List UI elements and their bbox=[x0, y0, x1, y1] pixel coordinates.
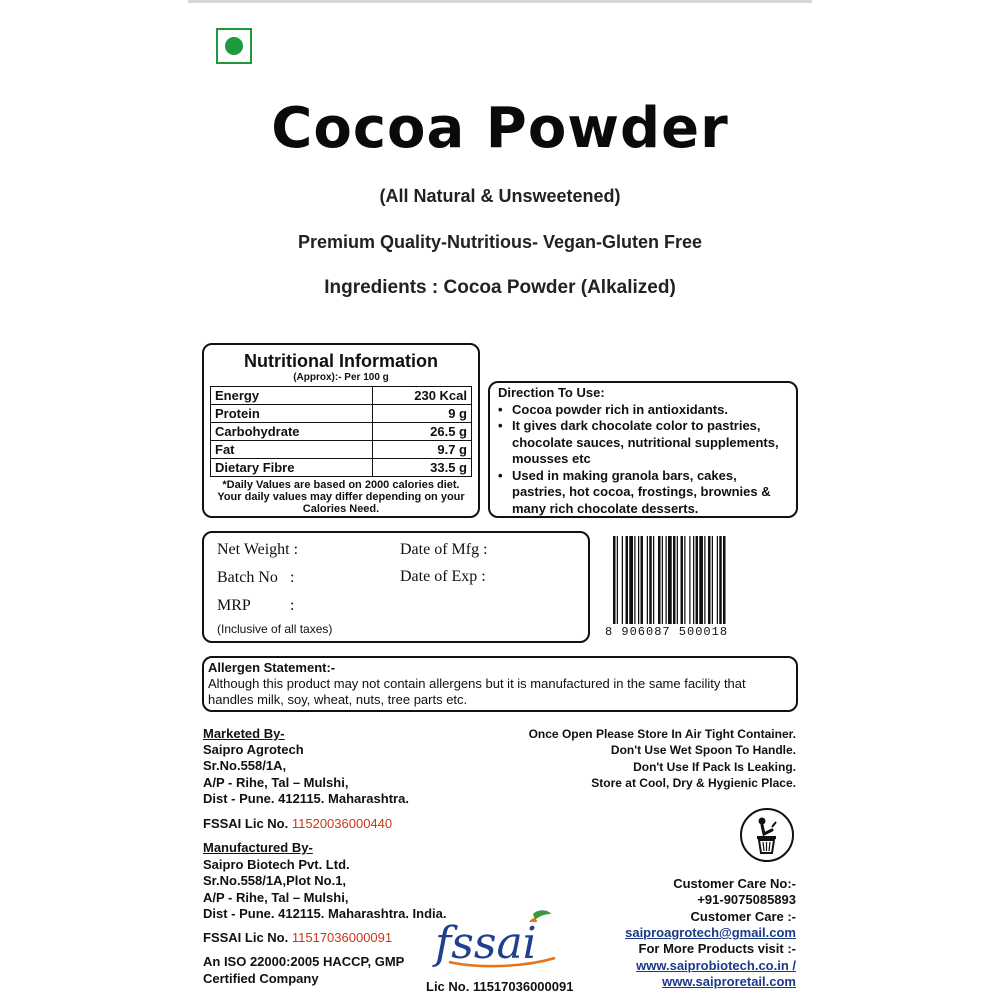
product-ingredients: Ingredients : Cocoa Powder (Alkalized) bbox=[324, 277, 676, 298]
barcode-bar bbox=[723, 536, 726, 624]
customer-care-phone: +91-9075085893 bbox=[697, 892, 796, 907]
directions-box bbox=[488, 381, 798, 518]
dispose-in-bin-icon bbox=[740, 808, 794, 862]
nutrient-value: 230 Kcal bbox=[372, 387, 471, 405]
barcode-bar bbox=[673, 536, 676, 624]
storage-line: Store at Cool, Dry & Hygienic Place. bbox=[591, 776, 796, 790]
barcode-bar bbox=[634, 536, 635, 624]
manufactured-lic-number: 11517036000091 bbox=[291, 930, 393, 945]
nutrient-value: 9 g bbox=[372, 405, 471, 423]
customer-care-email-link[interactable]: saiproagrotech@gmail.com bbox=[625, 925, 796, 940]
nutrient-value: 33.5 g bbox=[372, 459, 471, 477]
barcode-bar bbox=[629, 536, 633, 624]
list-item: • It gives dark chocolate color to pastries, chocolate sauces, nutritional supplements, mousses etc bbox=[498, 418, 788, 468]
barcode-bar bbox=[712, 536, 713, 624]
table-row bbox=[211, 387, 472, 405]
barcode-bar bbox=[649, 536, 652, 624]
barcode-bar bbox=[717, 536, 718, 624]
barcode bbox=[605, 536, 763, 642]
barcode-bar bbox=[666, 536, 667, 624]
manufactured-lic-label: FSSAI Lic No. bbox=[203, 930, 289, 945]
allergen-text: Although this product may not contain allergens but it is manufactured in the same facility that handles milk, soy, wheat, nuts, tree parts etc. bbox=[208, 676, 746, 707]
nutrition-note: *Daily Values are based on 2000 calories diet. Your daily values may differ depending on your Calories Need. bbox=[217, 479, 465, 515]
batch-no-colon: : bbox=[290, 569, 295, 586]
list-item: • Cocoa powder rich in antioxidants. bbox=[498, 402, 788, 419]
mrp-label: MRP bbox=[217, 597, 251, 614]
list-item: • Used in making granola bars, cakes, pastries, hot cocoa, frostings, brownies & many rich chocolate desserts. bbox=[498, 468, 788, 518]
barcode-bar bbox=[638, 536, 639, 624]
manufactured-line: Saipro Biotech Pvt. Ltd. bbox=[203, 857, 350, 872]
storage-line: Once Open Please Store In Air Tight Container. bbox=[528, 727, 796, 741]
table-row bbox=[211, 405, 472, 423]
nutrient-name: Energy bbox=[211, 387, 373, 405]
allergen-title: Allergen Statement:- bbox=[208, 660, 336, 675]
nutrition-per: (Approx):- Per 100 g bbox=[293, 372, 389, 383]
marketed-line: Saipro Agrotech bbox=[203, 742, 304, 757]
iso-line: Certified Company bbox=[203, 971, 319, 986]
manufactured-line: A/P - Rihe, Tal – Mulshi, bbox=[203, 890, 349, 905]
net-weight-label: Net Weight : bbox=[217, 541, 299, 558]
barcode-bar bbox=[622, 536, 623, 624]
directions-title: Direction To Use: bbox=[498, 385, 605, 400]
manufactured-heading: Manufactured By- bbox=[203, 840, 313, 855]
manufactured-line: Sr.No.558/1A,Plot No.1, bbox=[203, 873, 347, 888]
date-mfg-label: Date of Mfg : bbox=[400, 541, 488, 558]
barcode-bar bbox=[617, 536, 618, 624]
more-products-label: For More Products visit :- bbox=[638, 941, 796, 956]
marketed-heading: Marketed By- bbox=[203, 726, 285, 741]
barcode-bar bbox=[626, 536, 629, 624]
barcode-bar bbox=[681, 536, 684, 624]
marketed-lic-number: 11520036000440 bbox=[291, 816, 393, 831]
date-exp-label: Date of Exp : bbox=[400, 568, 486, 585]
table-row bbox=[211, 459, 472, 477]
allergen-box bbox=[202, 656, 798, 712]
product-title: Cocoa Powder bbox=[271, 96, 729, 161]
nutrient-value: 26.5 g bbox=[372, 423, 471, 441]
manufactured-line: Dist - Pune. 412115. Maharashtra. India. bbox=[203, 906, 447, 921]
barcode-bar bbox=[668, 536, 672, 624]
barcode-bar bbox=[719, 536, 722, 624]
taxes-note: (Inclusive of all taxes) bbox=[217, 622, 333, 636]
barcode-bar bbox=[658, 536, 661, 624]
nutrition-box bbox=[202, 343, 480, 518]
nutrient-name: Carbohydrate bbox=[211, 423, 373, 441]
barcode-bar bbox=[647, 536, 648, 624]
storage-line: Don't Use Wet Spoon To Handle. bbox=[610, 743, 796, 757]
marketed-lic bbox=[203, 816, 392, 833]
barcode-bar bbox=[641, 536, 644, 624]
mrp-colon: : bbox=[290, 597, 295, 614]
barcode-bar bbox=[684, 536, 685, 624]
customer-care-label: Customer Care No:- bbox=[673, 876, 796, 891]
barcode-bar bbox=[708, 536, 711, 624]
marketed-line: Dist - Pune. 412115. Maharashtra. bbox=[203, 791, 409, 806]
barcode-bar bbox=[613, 536, 616, 624]
barcode-bars bbox=[613, 536, 763, 624]
fssai-logo-text: fssai bbox=[435, 918, 537, 968]
product-tagline: (All Natural & Unsweetened) bbox=[379, 186, 621, 206]
directions-list bbox=[498, 402, 788, 518]
barcode-bar bbox=[677, 536, 678, 624]
customer-care-email-label: Customer Care :- bbox=[690, 909, 796, 924]
iso-line: An ISO 22000:2005 HACCP, GMP bbox=[203, 954, 405, 969]
nutrient-name: Dietary Fibre bbox=[211, 459, 373, 477]
product-qualities: Premium Quality-Nutritious- Vegan-Gluten Free bbox=[297, 232, 703, 252]
barcode-bar bbox=[696, 536, 699, 624]
barcode-bar bbox=[689, 536, 690, 624]
nutrient-name: Protein bbox=[211, 405, 373, 423]
barcode-bar bbox=[704, 536, 705, 624]
storage-line: Don't Use If Pack Is Leaking. bbox=[633, 760, 796, 774]
marketed-lic-label: FSSAI Lic No. bbox=[203, 816, 289, 831]
website-link-biotech[interactable]: www.saiprobiotech.co.in / bbox=[636, 958, 796, 973]
batch-no-label: Batch No bbox=[217, 569, 278, 586]
barcode-number: 8 906087 500018 bbox=[605, 625, 729, 639]
barcode-bar bbox=[662, 536, 663, 624]
batch-info-box bbox=[202, 531, 590, 643]
barcode-bar bbox=[693, 536, 694, 624]
marketed-line: Sr.No.558/1A, bbox=[203, 758, 287, 773]
nutrition-title: Nutritional Information bbox=[244, 351, 438, 371]
manufactured-lic bbox=[203, 930, 392, 947]
nutrition-table bbox=[210, 386, 472, 477]
website-link-retail[interactable]: www.saiproretail.com bbox=[662, 974, 796, 989]
marketed-line: A/P - Rihe, Tal – Mulshi, bbox=[203, 775, 349, 790]
table-row bbox=[211, 423, 472, 441]
barcode-bar bbox=[653, 536, 654, 624]
nutrient-value: 9.7 g bbox=[372, 441, 471, 459]
fssai-logo-lic: Lic No. 11517036000091 bbox=[426, 979, 574, 994]
fssai-logo bbox=[425, 908, 575, 994]
table-row bbox=[211, 441, 472, 459]
vegetarian-mark-icon bbox=[216, 28, 252, 64]
barcode-bar bbox=[699, 536, 703, 624]
nutrient-name: Fat bbox=[211, 441, 373, 459]
